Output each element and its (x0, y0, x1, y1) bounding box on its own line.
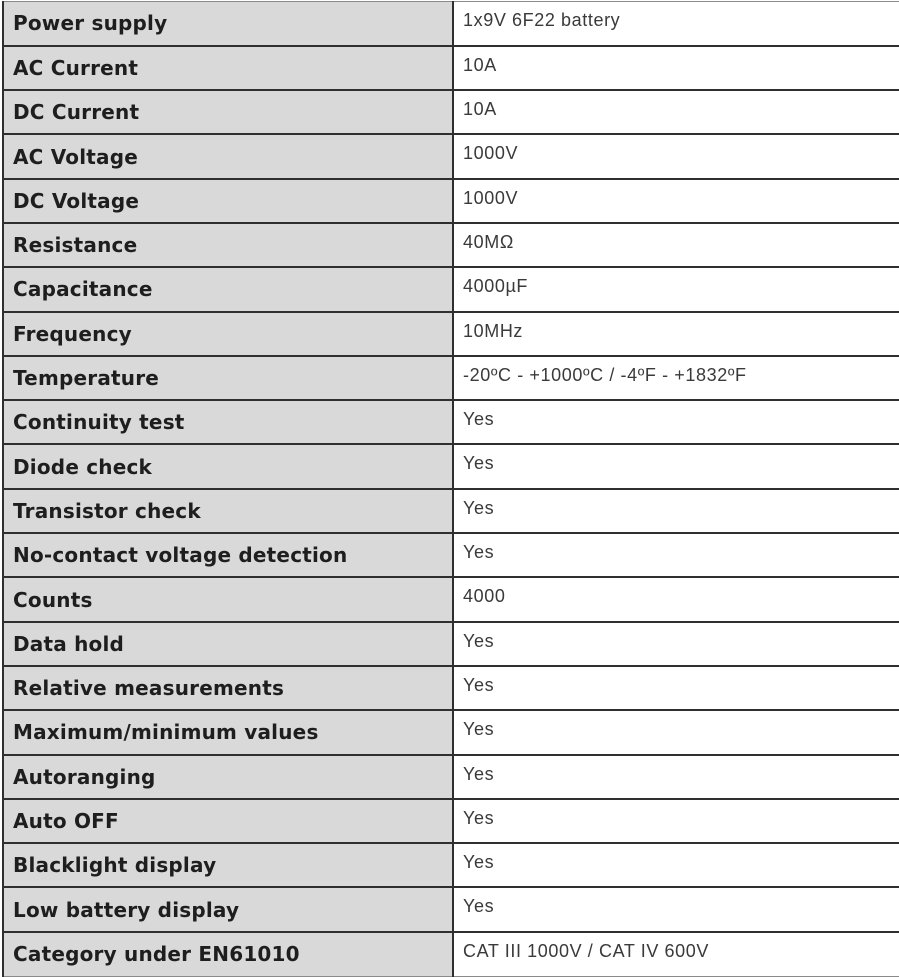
table-row (3, 46, 899, 90)
spec-value: 10A (453, 46, 899, 90)
spec-label: AC Current (3, 46, 453, 90)
table-row (3, 622, 899, 666)
table-row (3, 134, 899, 178)
table-row (3, 489, 899, 533)
table-row (3, 2, 899, 46)
table-row (3, 356, 899, 400)
table-row (3, 843, 899, 887)
spec-value: Yes (453, 622, 899, 666)
spec-value: Yes (453, 843, 899, 887)
spec-value: Yes (453, 489, 899, 533)
spec-label: Counts (3, 577, 453, 621)
spec-label: Resistance (3, 223, 453, 267)
spec-label: Maximum/minimum values (3, 710, 453, 754)
table-row (3, 666, 899, 710)
spec-value: Yes (453, 799, 899, 843)
spec-value: 4000µF (453, 267, 899, 311)
table-row (3, 932, 899, 976)
spec-value: Yes (453, 533, 899, 577)
spec-table-body (3, 2, 899, 977)
spec-label: Temperature (3, 356, 453, 400)
spec-label: Category under EN61010 (3, 932, 453, 976)
spec-label: Blacklight display (3, 843, 453, 887)
table-row (3, 577, 899, 621)
spec-label: Power supply (3, 2, 453, 46)
spec-label: Diode check (3, 444, 453, 488)
spec-value: Yes (453, 755, 899, 799)
spec-value: CAT III 1000V / CAT IV 600V (453, 932, 899, 976)
spec-label: Data hold (3, 622, 453, 666)
spec-value: Yes (453, 887, 899, 931)
spec-label: Auto OFF (3, 799, 453, 843)
table-row (3, 444, 899, 488)
spec-label: Capacitance (3, 267, 453, 311)
spec-table (2, 1, 899, 977)
spec-label: Transistor check (3, 489, 453, 533)
table-row (3, 267, 899, 311)
spec-value: 10A (453, 90, 899, 134)
spec-label: Relative measurements (3, 666, 453, 710)
table-row (3, 90, 899, 134)
spec-label: Autoranging (3, 755, 453, 799)
table-row (3, 710, 899, 754)
spec-value: 4000 (453, 577, 899, 621)
spec-value: 1x9V 6F22 battery (453, 2, 899, 46)
spec-label: No-contact voltage detection (3, 533, 453, 577)
spec-value: 40MΩ (453, 223, 899, 267)
table-row (3, 223, 899, 267)
table-row (3, 887, 899, 931)
spec-value: 1000V (453, 134, 899, 178)
spec-label: AC Voltage (3, 134, 453, 178)
spec-value: 10MHz (453, 312, 899, 356)
table-row (3, 533, 899, 577)
spec-value: 1000V (453, 179, 899, 223)
spec-value: Yes (453, 666, 899, 710)
spec-label: Low battery display (3, 887, 453, 931)
spec-label: DC Voltage (3, 179, 453, 223)
spec-value: -20ºC - +1000ºC / -4ºF - +1832ºF (453, 356, 899, 400)
table-row (3, 400, 899, 444)
table-row (3, 799, 899, 843)
spec-label: Frequency (3, 312, 453, 356)
spec-value: Yes (453, 400, 899, 444)
spec-value: Yes (453, 444, 899, 488)
table-row (3, 179, 899, 223)
spec-value: Yes (453, 710, 899, 754)
spec-label: DC Current (3, 90, 453, 134)
table-row (3, 312, 899, 356)
spec-label: Continuity test (3, 400, 453, 444)
table-row (3, 755, 899, 799)
